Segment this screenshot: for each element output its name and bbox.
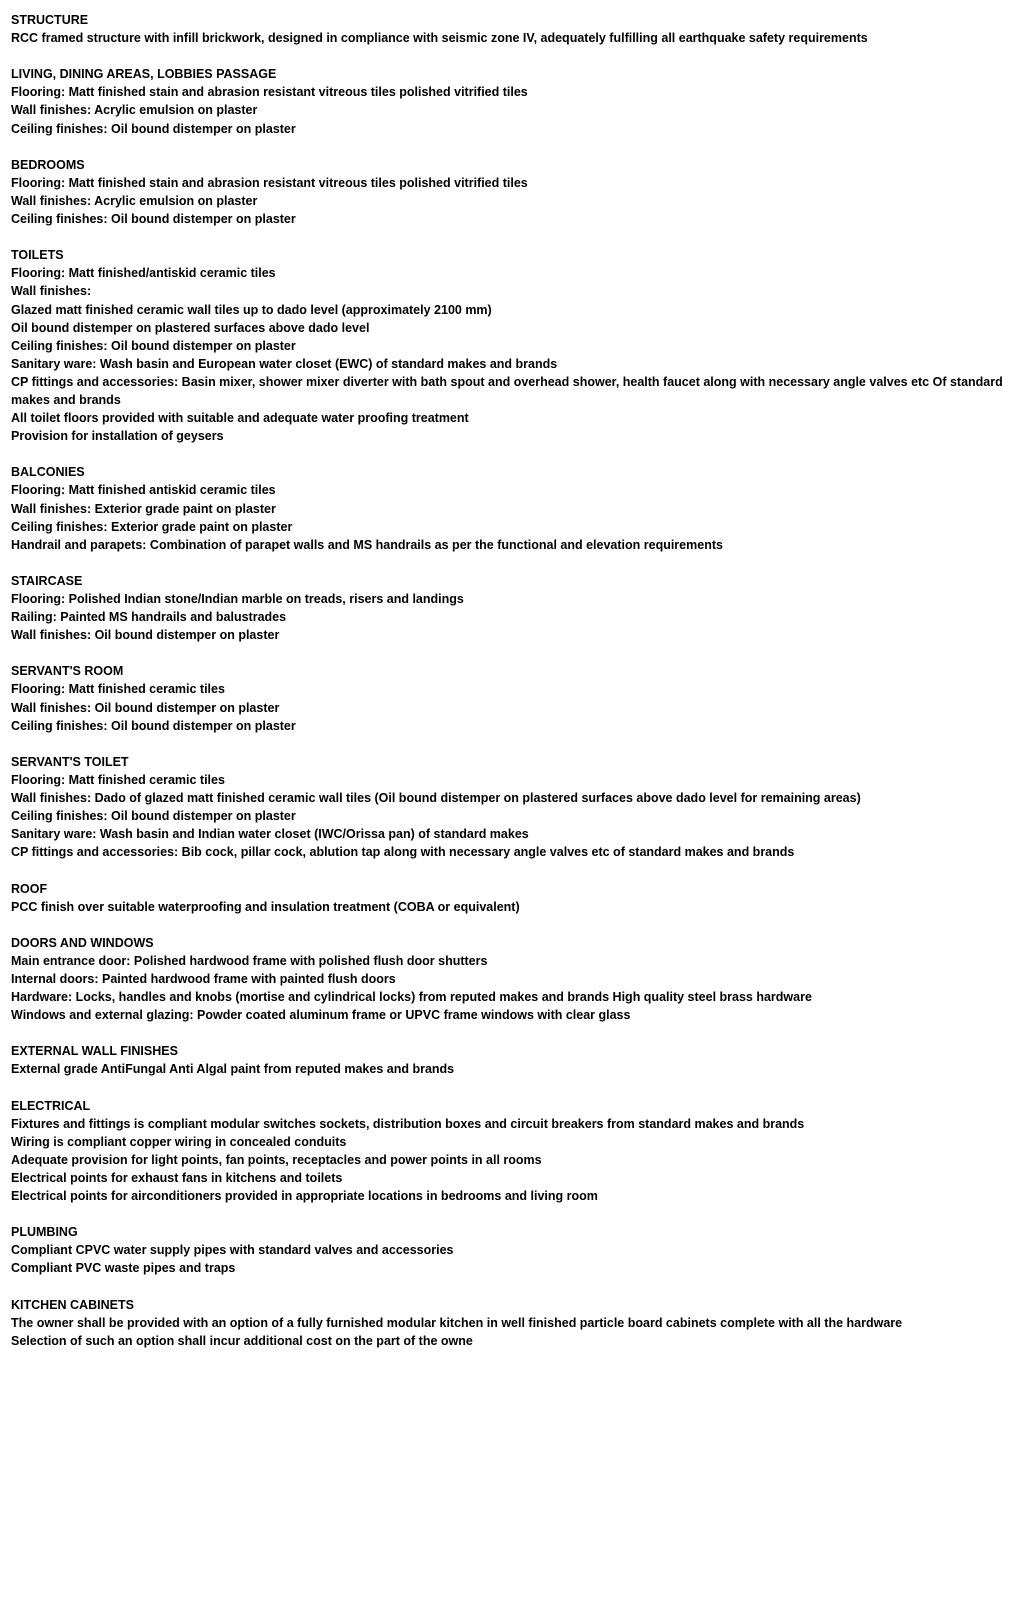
spec-section — [11, 1296, 1011, 1350]
spec-section — [11, 11, 1011, 47]
spec-line: Fixtures and fittings is compliant modular switches sockets, distribution boxes and circuit breakers from standard makes and brands — [11, 1116, 805, 1131]
spec-line: Flooring: Polished Indian stone/Indian marble on treads, risers and landings — [11, 592, 464, 606]
spec-line: Compliant CPVC water supply pipes with standard valves and accessories — [11, 1243, 454, 1258]
spec-section — [11, 246, 1011, 445]
spec-line: Sanitary ware: Wash basin and Indian water closet (IWC/Orissa pan) of standard makes — [11, 827, 529, 842]
spec-line: Provision for installation of geysers — [11, 429, 224, 444]
spec-section — [11, 463, 1011, 553]
spec-line: Flooring: Matt finished antiskid ceramic tiles — [11, 483, 276, 498]
spec-line: Wall finishes: Dado of glazed matt finished ceramic wall tiles (Oil bound distemper on plastered surfaces above dado level for remaining areas) — [11, 791, 861, 806]
spec-line: Glazed matt finished ceramic wall tiles up to dado level (approximately 2100 mm) — [11, 302, 492, 317]
spec-line: RCC framed structure with infill brickwork, designed in compliance with seismic zone IV, adequately fulfilling all earthquake safety requirements — [11, 31, 868, 46]
spec-line: CP fittings and accessories: Basin mixer, shower mixer diverter with bath spout and overhead shower, health faucet along with necessary angle valves etc Of standard makes and brands — [11, 374, 1003, 407]
section-heading: EXTERNAL WALL FINISHES — [11, 1044, 178, 1059]
section-heading: BEDROOMS — [11, 157, 85, 172]
section-heading: TOILETS — [11, 248, 64, 263]
spec-line: Handrail and parapets: Combination of parapet walls and MS handrails as per the functional and elevation requirements — [11, 537, 723, 552]
spec-section — [11, 1097, 1011, 1206]
spec-line: Ceiling finishes: Oil bound distemper on plaster — [11, 212, 296, 227]
section-heading: STAIRCASE — [11, 573, 83, 588]
spec-section — [11, 1042, 1011, 1078]
spec-line: Wall finishes: Exterior grade paint on plaster — [11, 501, 276, 516]
spec-line: Flooring: Matt finished ceramic tiles — [11, 772, 225, 787]
specifications-document — [11, 11, 1011, 1368]
spec-line: All toilet floors provided with suitable and adequate water proofing treatment — [11, 411, 469, 426]
section-heading: SERVANT'S ROOM — [11, 664, 124, 679]
section-heading: PLUMBING — [11, 1225, 78, 1240]
spec-section — [11, 572, 1011, 644]
section-heading: DOORS AND WINDOWS — [11, 935, 154, 950]
spec-section — [11, 880, 1011, 916]
spec-line: Wall finishes: Oil bound distemper on plaster — [11, 700, 280, 715]
spec-line: Adequate provision for light points, fan points, receptacles and power points in all rooms — [11, 1152, 542, 1167]
spec-line: Wall finishes: Acrylic emulsion on plaster — [11, 103, 258, 118]
spec-line: Electrical points for airconditioners provided in appropriate locations in bedrooms and living room — [11, 1189, 598, 1204]
spec-line: Oil bound distemper on plastered surfaces above dado level — [11, 320, 370, 335]
spec-section — [11, 65, 1011, 137]
spec-line: Ceiling finishes: Oil bound distemper on plaster — [11, 809, 296, 824]
spec-line: PCC finish over suitable waterproofing and insulation treatment (COBA or equivalent) — [11, 899, 520, 914]
spec-line: Ceiling finishes: Oil bound distemper on plaster — [11, 718, 296, 733]
section-heading: BALCONIES — [11, 465, 85, 480]
spec-section — [11, 662, 1011, 734]
spec-line: Flooring: Matt finished/antiskid ceramic tiles — [11, 266, 276, 281]
spec-line: The owner shall be provided with an option of a fully furnished modular kitchen in well finished particle board cabinets complete with all the hardware — [11, 1315, 903, 1330]
spec-line: Windows and external glazing: Powder coated aluminum frame or UPVC frame windows with clear glass — [11, 1008, 631, 1023]
spec-line: Ceiling finishes: Oil bound distemper on plaster — [11, 121, 296, 136]
section-heading: SERVANT'S TOILET — [11, 754, 129, 769]
spec-line: Hardware: Locks, handles and knobs (mortise and cylindrical locks) from reputed makes and brands High quality steel brass hardware — [11, 990, 812, 1005]
spec-line: Wiring is compliant copper wiring in concealed conduits — [11, 1134, 347, 1149]
spec-line: Wall finishes: — [11, 284, 92, 299]
spec-line: Internal doors: Painted hardwood frame with painted flush doors — [11, 971, 396, 986]
spec-line: Ceiling finishes: Oil bound distemper on plaster — [11, 338, 296, 353]
spec-section — [11, 156, 1011, 228]
section-heading: LIVING, DINING AREAS, LOBBIES PASSAGE — [11, 67, 277, 82]
spec-line: CP fittings and accessories: Bib cock, pillar cock, ablution tap along with necessary angle valves etc of standard makes and brands — [11, 845, 795, 860]
spec-line: Flooring: Matt finished stain and abrasion resistant vitreous tiles polished vitrified tiles — [11, 175, 528, 190]
spec-line: Flooring: Matt finished stain and abrasion resistant vitreous tiles polished vitrified tiles — [11, 85, 528, 100]
section-heading: STRUCTURE — [11, 13, 89, 27]
spec-section — [11, 934, 1011, 1024]
spec-line: Wall finishes: Acrylic emulsion on plaster — [11, 193, 258, 208]
spec-line: Flooring: Matt finished ceramic tiles — [11, 682, 225, 697]
spec-line: Main entrance door: Polished hardwood frame with polished flush door shutters — [11, 953, 488, 968]
section-heading: KITCHEN CABINETS — [11, 1297, 134, 1312]
section-heading: ROOF — [11, 881, 48, 896]
spec-section — [11, 1223, 1011, 1277]
spec-line: Electrical points for exhaust fans in kitchens and toilets — [11, 1171, 343, 1185]
spec-line: Selection of such an option shall incur additional cost on the part of the owne — [11, 1333, 473, 1348]
spec-line: Sanitary ware: Wash basin and European water closet (EWC) of standard makes and brands — [11, 356, 558, 371]
spec-line: Compliant PVC waste pipes and traps — [11, 1261, 236, 1276]
spec-line: Railing: Painted MS handrails and balustrades — [11, 610, 287, 625]
spec-section — [11, 753, 1011, 862]
spec-line: External grade AntiFungal Anti Algal paint from reputed makes and brands — [11, 1062, 455, 1077]
section-heading: ELECTRICAL — [11, 1098, 91, 1113]
spec-line: Ceiling finishes: Exterior grade paint on plaster — [11, 519, 293, 534]
spec-line: Wall finishes: Oil bound distemper on plaster — [11, 628, 280, 643]
